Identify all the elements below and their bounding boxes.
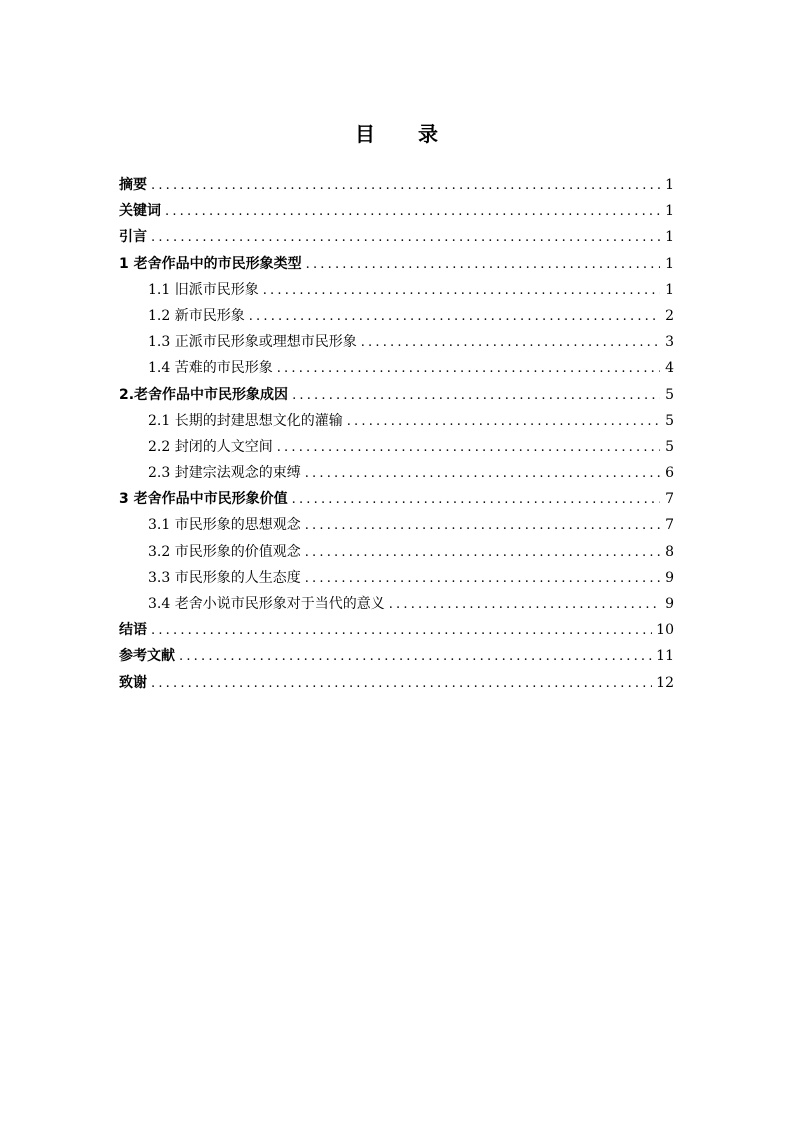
toc-entry-label: 1.3 正派市民形象或理想市民形象 (148, 334, 357, 351)
toc-entry-page: 4 (665, 360, 674, 377)
toc-entry-page: 1 (665, 255, 674, 272)
toc-entry-page: 11 (656, 648, 674, 665)
dot-leader (389, 592, 660, 618)
dot-leader (277, 356, 660, 382)
toc-entry-label: 2.2 封闭的人文空间 (148, 438, 273, 455)
toc-entry-section-1-4[interactable] (119, 355, 674, 381)
toc-entry-page: 5 (665, 386, 674, 403)
toc-entry-page: 7 (665, 517, 674, 534)
toc-entry-conclusion[interactable] (119, 617, 674, 643)
toc-entry-label: 2.老舍作品中市民形象成因 (119, 386, 289, 403)
toc-entry-label: 摘要 (119, 177, 147, 193)
toc-entry-page: 2 (665, 307, 674, 324)
toc-entry-page: 12 (656, 674, 674, 691)
toc-entry-page: 7 (665, 491, 674, 508)
dot-leader (165, 199, 660, 225)
toc-entry-page: 3 (665, 334, 674, 351)
dot-leader (361, 330, 660, 356)
toc-entry-introduction[interactable] (119, 224, 674, 250)
toc-entry-chapter-1[interactable] (119, 251, 674, 277)
dot-leader (151, 671, 652, 697)
toc-entry-chapter-2[interactable] (119, 382, 674, 408)
toc-entry-page: 8 (665, 543, 674, 560)
toc-entry-section-1-1[interactable] (119, 277, 674, 303)
toc-entry-label: 1.4 苦难的市民形象 (148, 360, 273, 377)
toc-entry-section-1-2[interactable] (119, 303, 674, 329)
dot-leader (263, 278, 660, 304)
toc-entry-label: 1.1 旧派市民形象 (148, 281, 259, 298)
dot-leader (151, 173, 660, 199)
dot-leader (305, 461, 660, 487)
toc-entry-label: 1.2 新市民形象 (148, 307, 245, 324)
toc-entry-page: 1 (665, 177, 674, 193)
table-of-contents (119, 172, 674, 696)
toc-entry-label: 3.1 市民形象的思想观念 (148, 517, 301, 534)
dot-leader (292, 383, 660, 409)
toc-entry-keywords[interactable] (119, 198, 674, 224)
dot-leader (305, 540, 660, 566)
toc-entry-section-3-1[interactable] (119, 512, 674, 538)
toc-entry-section-3-4[interactable] (119, 591, 674, 617)
dot-leader (151, 225, 660, 251)
toc-entry-abstract[interactable] (119, 172, 674, 198)
dot-leader (305, 513, 660, 539)
toc-entry-label: 参考文献 (119, 648, 175, 665)
dot-leader (347, 409, 660, 435)
toc-entry-label: 1 老舍作品中的市民形象类型 (119, 255, 302, 272)
dot-leader (305, 566, 660, 592)
toc-entry-acknowledgements[interactable] (119, 670, 674, 696)
toc-entry-label: 致谢 (119, 674, 147, 691)
toc-entry-section-2-3[interactable] (119, 460, 674, 486)
toc-entry-label: 3.4 老舍小说市民形象对于当代的意义 (148, 596, 385, 612)
page-title: 目 录 (355, 122, 456, 146)
toc-entry-page: 9 (665, 596, 674, 612)
toc-entry-page: 1 (665, 203, 674, 220)
dot-leader (249, 304, 660, 330)
dot-leader (151, 618, 652, 644)
toc-entry-page: 1 (665, 281, 674, 298)
dot-leader (277, 435, 660, 461)
dot-leader (292, 487, 660, 513)
toc-entry-chapter-3[interactable] (119, 486, 674, 512)
toc-entry-section-2-2[interactable] (119, 434, 674, 460)
toc-entry-page: 5 (665, 438, 674, 455)
toc-entry-page: 9 (665, 569, 674, 586)
toc-entry-references[interactable] (119, 643, 674, 669)
toc-entry-section-3-3[interactable] (119, 565, 674, 591)
toc-entry-section-1-3[interactable] (119, 329, 674, 355)
toc-entry-page: 6 (665, 465, 674, 482)
toc-entry-label: 引言 (119, 229, 147, 246)
toc-entry-label: 2.1 长期的封建思想文化的灌输 (148, 412, 343, 429)
toc-entry-section-2-1[interactable] (119, 408, 674, 434)
dot-leader (306, 252, 660, 278)
toc-entry-label: 3 老舍作品中市民形象价值 (119, 491, 288, 508)
toc-entry-page: 10 (656, 622, 674, 639)
toc-entry-section-3-2[interactable] (119, 539, 674, 565)
toc-entry-page: 1 (665, 229, 674, 246)
toc-entry-label: 3.2 市民形象的价值观念 (148, 543, 301, 560)
toc-entry-label: 结语 (119, 622, 147, 639)
toc-entry-label: 关键词 (119, 203, 161, 220)
dot-leader (179, 644, 652, 670)
toc-entry-page: 5 (665, 412, 674, 429)
toc-entry-label: 2.3 封建宗法观念的束缚 (148, 465, 301, 482)
toc-entry-label: 3.3 市民形象的人生态度 (148, 569, 301, 586)
